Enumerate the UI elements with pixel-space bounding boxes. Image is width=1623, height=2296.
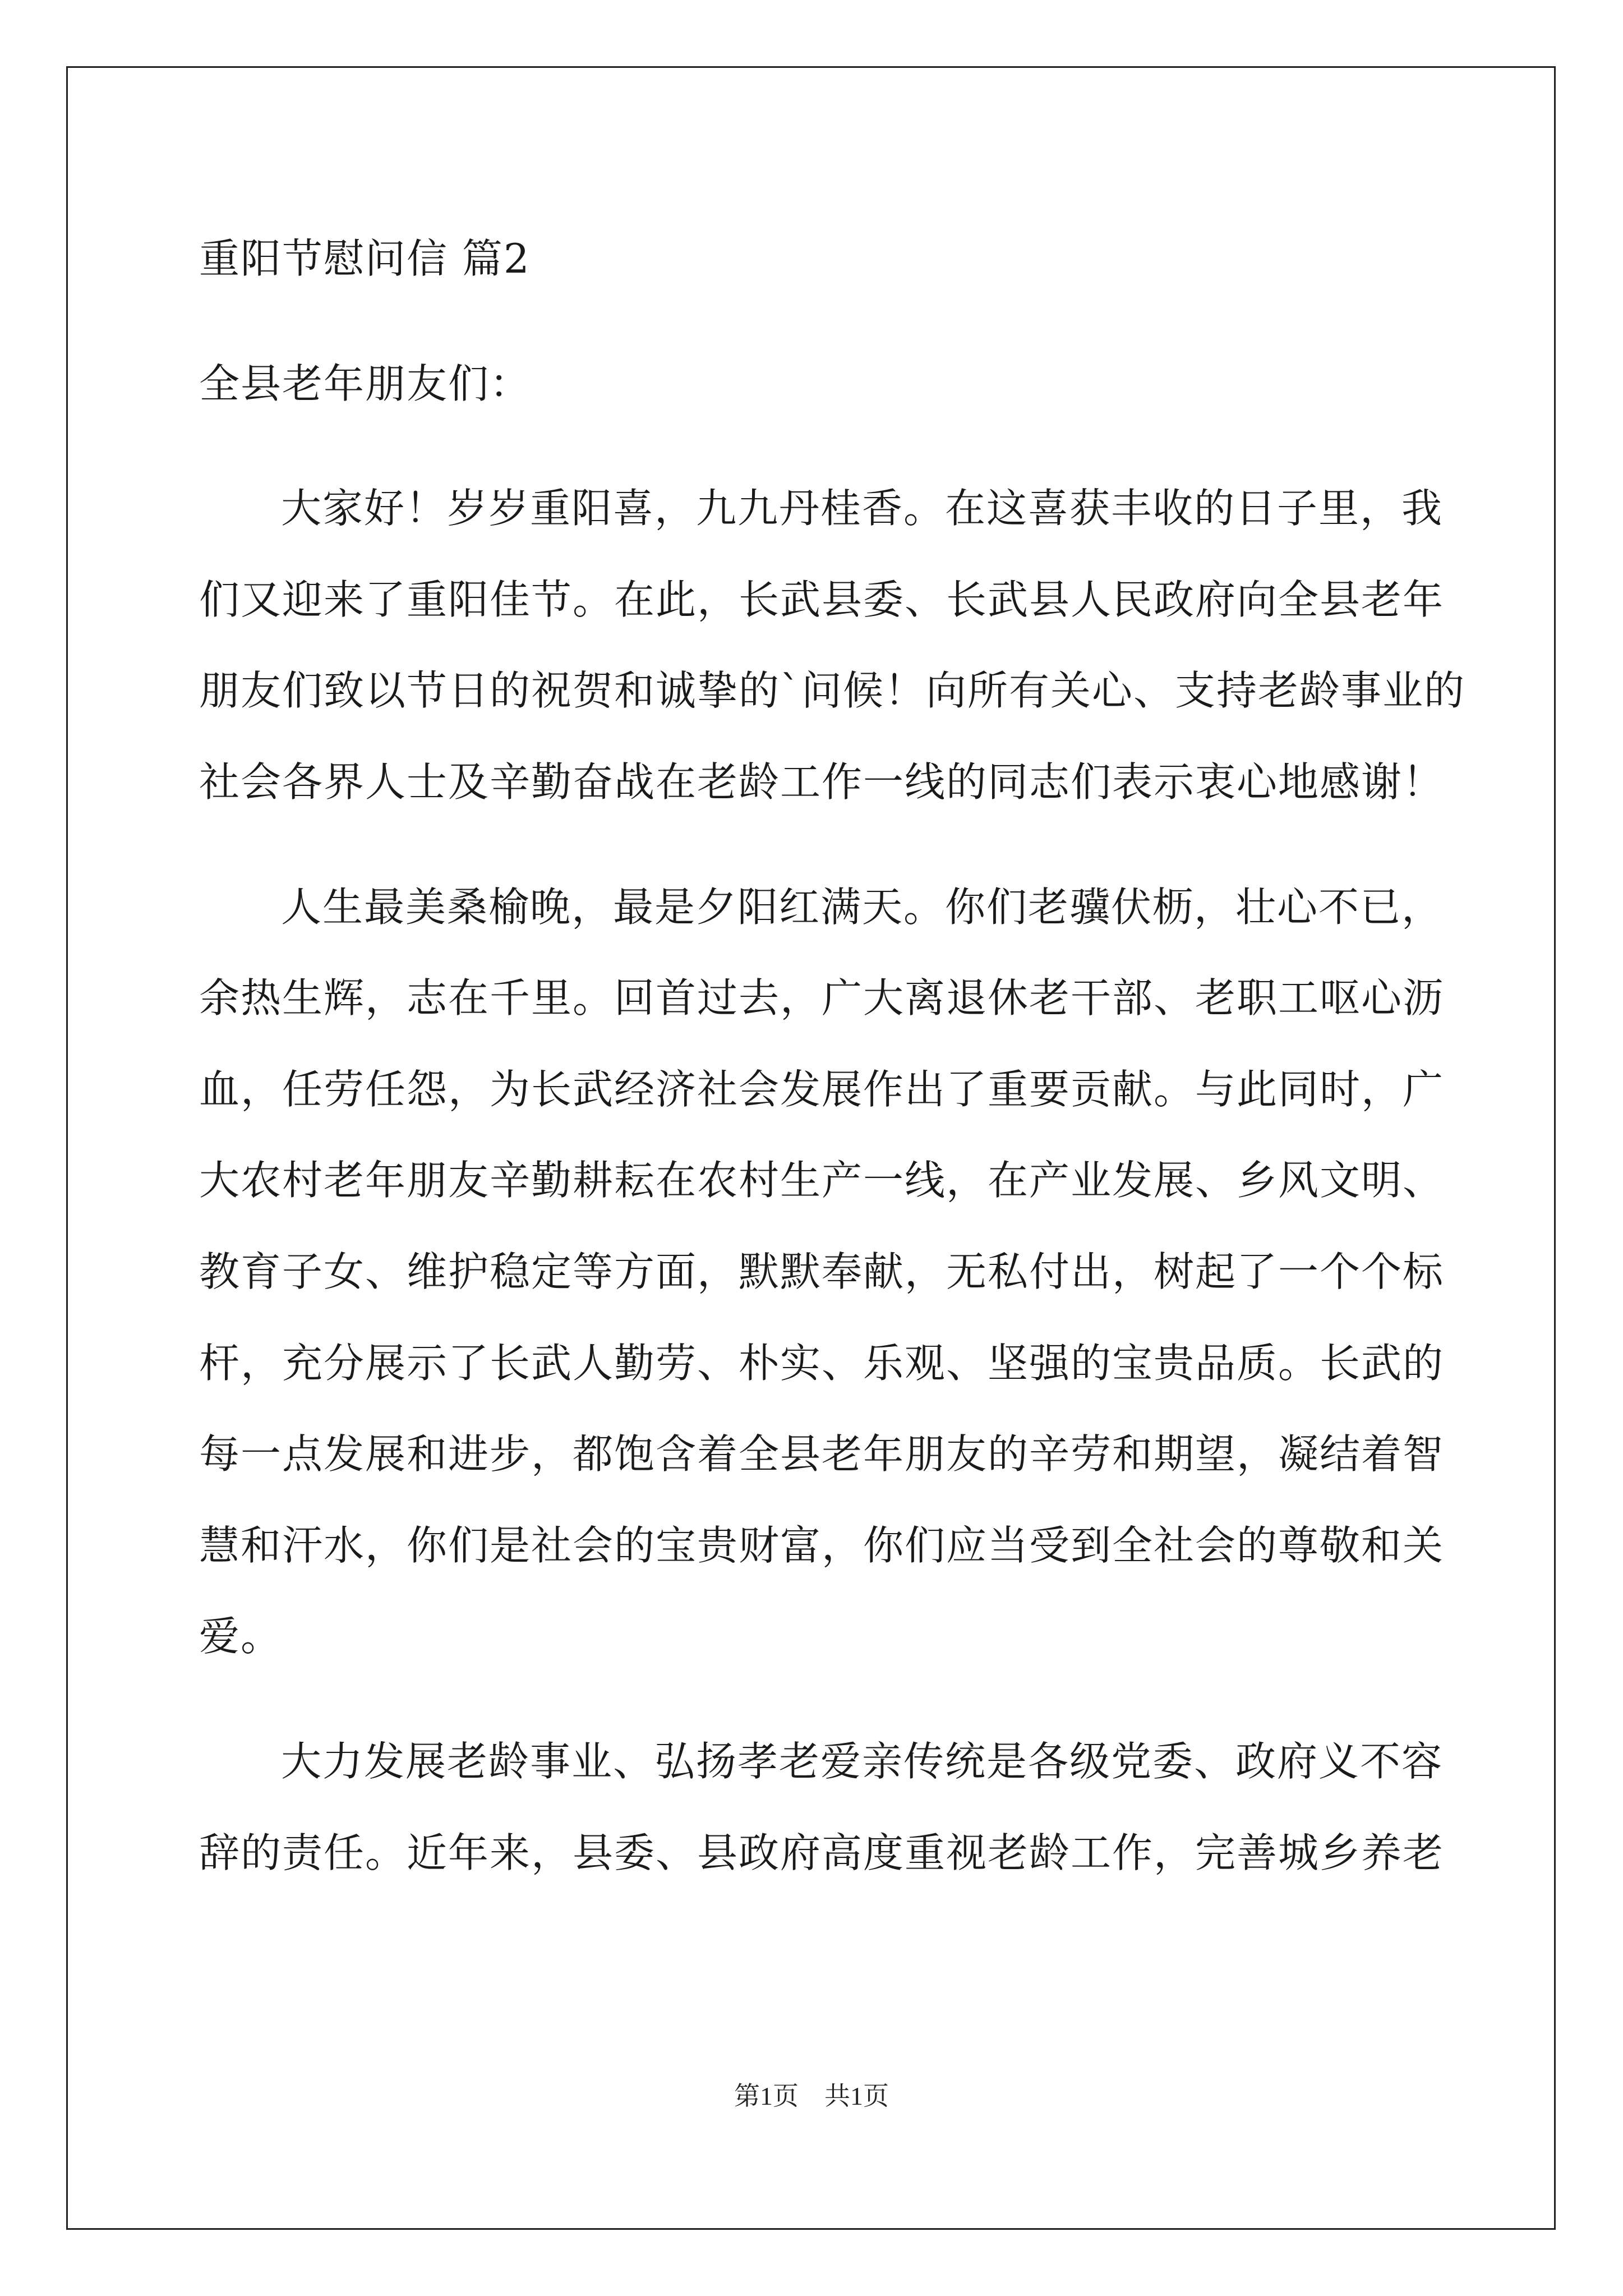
paragraph-1 bbox=[199, 463, 1466, 827]
paragraph-line: 杆，充分展示了长武人勤劳、朴实、乐观、坚强的宝贵品质。长武的 bbox=[199, 1339, 1445, 1387]
paragraph-line: 爱。 bbox=[199, 1613, 283, 1660]
paragraph-line: 大力发展老龄事业、弘扬孝老爱亲传统是各级党委、政府义不容 bbox=[281, 1737, 1444, 1785]
page-number-label: 第1页 共1页 bbox=[734, 2082, 889, 2110]
letter-body bbox=[199, 213, 1466, 1898]
paragraph-3 bbox=[199, 1716, 1445, 1898]
paragraph-2 bbox=[199, 862, 1445, 1682]
salutation: 全县老年朋友们： bbox=[199, 360, 532, 407]
paragraph-line: 教育子女、维护稳定等方面，默默奉献，无私付出，树起了一个个标 bbox=[199, 1248, 1445, 1295]
paragraph-line: 血，任劳任怨，为长武经济社会发展作出了重要贡献。与此同时，广 bbox=[199, 1065, 1445, 1113]
paragraph-line: 大家好！岁岁重阳喜，九九丹桂香。在这喜获丰收的日子里，我 bbox=[281, 485, 1444, 532]
paragraph-line: 慧和汗水，你们是社会的宝贵财富，你们应当受到全社会的尊敬和关 bbox=[199, 1521, 1445, 1569]
page-footer bbox=[0, 2076, 1623, 2113]
paragraph-line: 余热生辉，志在千里。回首过去，广大离退休老干部、老职工呕心沥 bbox=[199, 974, 1445, 1022]
paragraph-line: 社会各界人士及辛勤奋战在老龄工作一线的同志们表示衷心地感谢！ bbox=[199, 758, 1445, 806]
paragraph-line: 辞的责任。近年来，县委、县政府高度重视老龄工作，完善城乡养老 bbox=[199, 1829, 1445, 1876]
paragraph-line: 每一点发展和进步，都饱含着全县老年朋友的辛劳和期望，凝结着智 bbox=[199, 1430, 1445, 1478]
paragraph-line: 们又迎来了重阳佳节。在此，长武县委、长武县人民政府向全县老年 bbox=[199, 576, 1445, 623]
document-title: 重阳节慰问信 篇2 bbox=[199, 235, 531, 282]
paragraph-line: 大农村老年朋友辛勤耕耘在农村生产一线，在产业发展、乡风文明、 bbox=[199, 1157, 1445, 1204]
paragraph-line: 人生最美桑榆晚，最是夕阳红满天。你们老骥伏枥，壮心不已， bbox=[281, 883, 1444, 931]
paragraph-line: 朋友们致以节日的祝贺和诚挚的`问候！向所有关心、支持老龄事业的 bbox=[199, 667, 1466, 715]
